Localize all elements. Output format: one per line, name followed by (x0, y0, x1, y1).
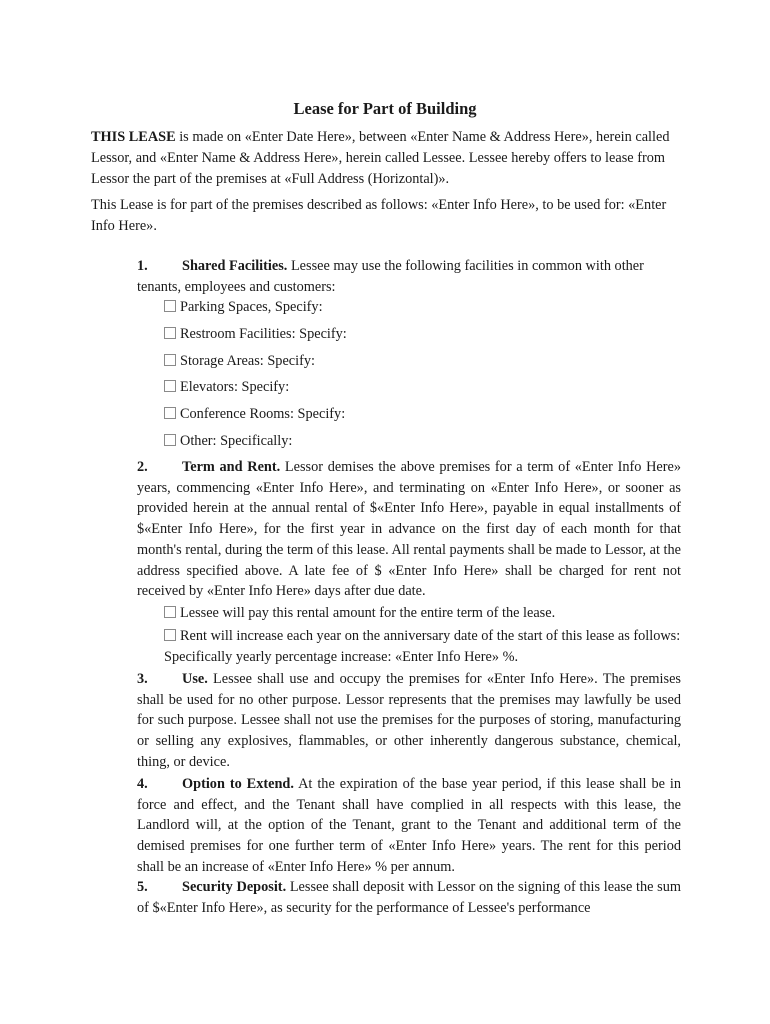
facility-item-other (164, 432, 292, 450)
checkbox[interactable] (164, 606, 176, 618)
facility-label: Parking Spaces, Specify: (180, 299, 323, 315)
section-shared-facilities (137, 256, 681, 297)
section-heading: Term and Rent. (182, 459, 281, 475)
document-title: Lease for Part of Building (293, 99, 477, 118)
section-text: Lessor demises the above premises for a term of «Enter Info Here» years, commencing «Enter Info Here», and terminating on «Enter Info Here», or sooner as provided herein at the annual rental of $«Enter Info Here», payable in equal installments of $«Enter Info Here», for the first year in advance on the first day of each month for that month's rental, during the term of this lease. All rental payments shall be made to Lessor, at the address specified above. A late fee of $ «Enter Info Here» shall be charged for rent not received by «Enter Info Here» days after due date. (137, 459, 681, 600)
facility-label: Restroom Facilities: Specify: (180, 326, 347, 342)
section-number: 5. (137, 879, 148, 895)
facility-label: Conference Rooms: Specify: (180, 406, 346, 422)
section-security-deposit (137, 877, 681, 918)
section-text: Lessee shall deposit with Lessor on the signing of this lease the sum of $«Enter Info Here», as security for the performance of Lessee's performance (137, 879, 681, 916)
facility-item-restroom (164, 325, 347, 343)
intro-paragraph (91, 127, 681, 190)
rent-option-increase (164, 626, 684, 668)
section-text: Lessee shall use and occupy the premises for «Enter Info Here». The premises shall be used for no other purpose. Lessor represents that the premises may lawfully be used for such purpose. Lessee shall not use the premises for the purposes of storing, manufacturing or selling any explosives, flammables, or other inherently dangerous substance, chemical, thing, or device. (137, 671, 681, 770)
section-text: At the expiration of the base year period, if this lease shall be in force and effect, and the Tenant shall have complied in all respects with this lease, the Landlord will, at the option of the Tenant, grant to the Tenant and additional term of the demised premises for one further term of «Enter Info Here» years. The rent for this period shall be an increase of «Enter Info Here» % per annum. (137, 776, 681, 875)
checkbox[interactable] (164, 629, 176, 641)
facility-item-storage (164, 352, 315, 370)
checkbox[interactable] (164, 434, 176, 446)
section-number: 2. (137, 459, 148, 475)
facility-item-elevators (164, 378, 289, 396)
rent-option-fixed (164, 603, 684, 624)
section-option-to-extend (137, 774, 681, 878)
section-use (137, 669, 681, 773)
section-heading: Shared Facilities. (182, 258, 288, 274)
section-number: 3. (137, 671, 148, 687)
section-heading: Security Deposit. (182, 879, 287, 895)
facility-label: Storage Areas: Specify: (180, 353, 315, 369)
checkbox[interactable] (164, 380, 176, 392)
section-term-and-rent (137, 457, 681, 602)
intro-text: is made on «Enter Date Here», between «Enter Name & Address Here», herein called Lessor, and «Enter Name & Address Here», herein called Lessee. Lessee hereby offers to lease from Lessor the part of the premises at «Full Address (Horizontal)». (91, 129, 670, 187)
facility-label: Other: Specifically: (180, 433, 293, 449)
rent-option-label: Lessee will pay this rental amount for the entire term of the lease. (180, 605, 556, 621)
checkbox[interactable] (164, 300, 176, 312)
section-heading: Use. (182, 671, 208, 687)
section-number: 1. (137, 258, 148, 274)
intro-lead: THIS LEASE (91, 129, 176, 145)
section-number: 4. (137, 776, 148, 792)
section-text: Lessee may use the following facilities in common with other tenants, employees and customers: (137, 258, 644, 295)
facility-item-parking (164, 298, 323, 316)
facility-label: Elevators: Specify: (180, 379, 290, 395)
checkbox[interactable] (164, 407, 176, 419)
premises-paragraph: This Lease is for part of the premises described as follows: «Enter Info Here», to be used for: «Enter Info Here». (91, 197, 667, 234)
section-heading: Option to Extend. (182, 776, 294, 792)
checkbox[interactable] (164, 354, 176, 366)
checkbox[interactable] (164, 327, 176, 339)
rent-option-label: Rent will increase each year on the anniversary date of the start of this lease as follows: Specifically yearly percentage increase: «Enter Info Here» %. (164, 628, 681, 665)
facility-item-conference (164, 405, 345, 423)
